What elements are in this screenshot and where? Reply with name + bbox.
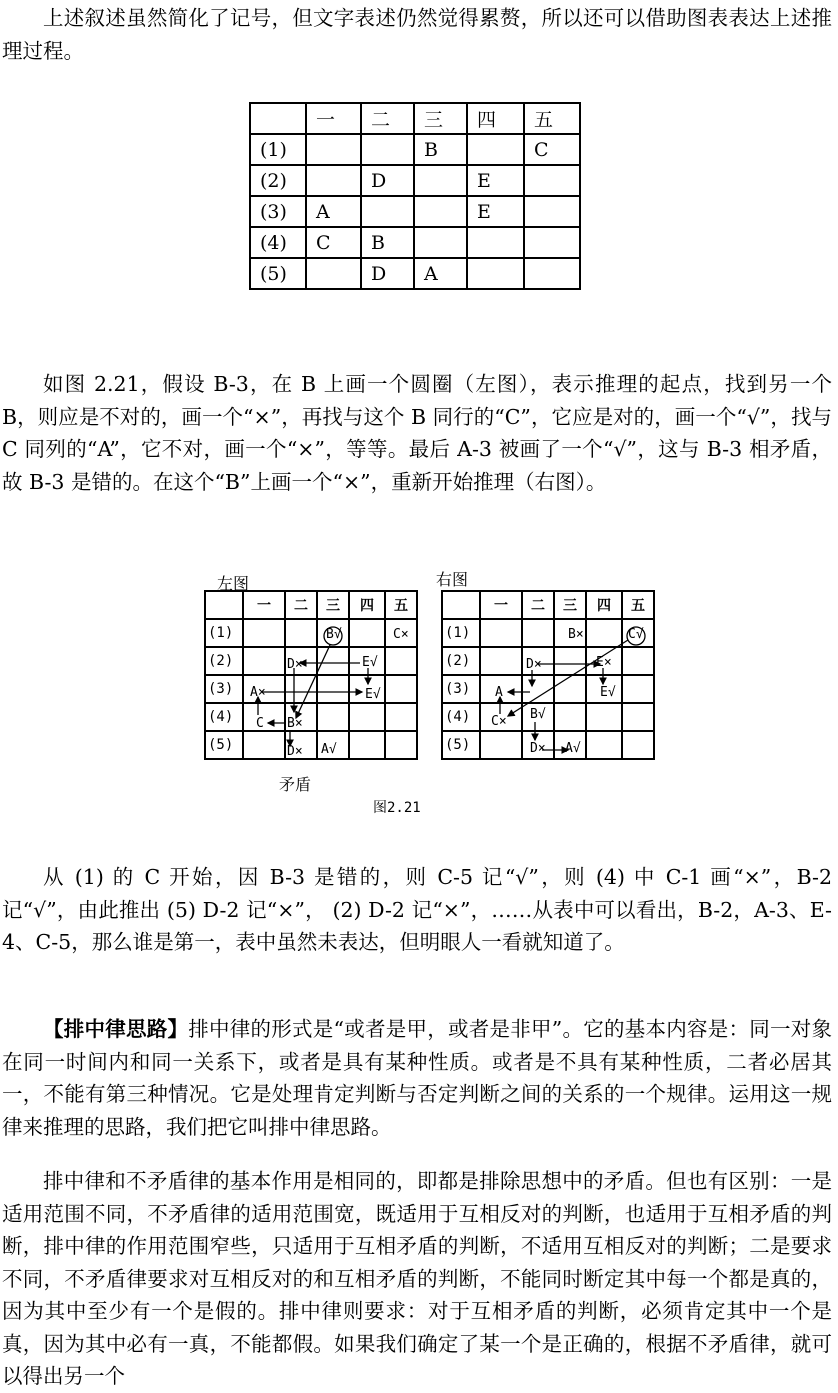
right-figure-title: 右图 [436,570,469,589]
left-mark-a-cross: A× [250,685,266,700]
table-cell: (2) [250,165,306,196]
left-mark-c: C [256,716,264,731]
right-mark-a: A [495,685,503,700]
left-mark-b-cross: B× [287,716,303,731]
right-grid-header-cell: 四 [586,591,622,619]
right-grid-cell: (4) [442,703,480,731]
table-cell: C [524,134,580,165]
right-mark-b-check: B√ [530,707,546,722]
table-cell: E [467,196,524,227]
left-mark-d-cross-2: D× [287,744,303,759]
left-mark-e-check-2: E√ [365,687,381,702]
left-figure-title: 左图 [217,574,250,593]
right-mark-c-cross: C× [491,714,507,729]
table-cell: (4) [250,227,306,258]
paragraph-excluded-middle [2,1013,832,1143]
table-cell: D [361,258,414,289]
left-grid-cell: (1) [205,619,243,647]
table-cell: A [414,258,467,289]
section-heading: 【排中律思路】 [43,1017,189,1041]
right-mark-e-check: E√ [600,685,616,700]
table-cell: D [361,165,414,196]
figure-caption: 图2.21 [373,800,421,816]
table-cell: (5) [250,258,306,289]
right-mark-b-cross: B× [568,627,584,642]
table-cell: E [467,165,524,196]
table-header-cell: 一 [306,103,361,134]
table-cell: C [306,227,361,258]
left-mark-b-circled: B√ [326,627,342,642]
left-grid-header-cell: 三 [317,591,349,619]
paragraph-analysis: 从 (1) 的 C 开始，因 B-3 是错的，则 C-5 记“√”，则 (4) 中 C-1 画“×”，B-2 记“√”，由此推出 (5) D-2 记“×”， (2) D-2 记“×”，……从表中可以看出，B-2，A-3、E-4、C-5，那么谁是第一，表中虽然未表达，但明眼人一看就知道了。 [2,865,832,954]
right-mark-e-cross: E× [596,655,612,670]
left-start-circle [324,627,342,645]
right-grid-header-cell: 一 [480,591,522,619]
right-grid-header-cell: 三 [554,591,586,619]
left-grid-header-cell: 一 [243,591,285,619]
right-grid-header-cell: 五 [622,591,654,619]
table-cell: (1) [250,134,306,165]
right-grid-cell: (5) [442,731,480,759]
left-grid-header-cell: 五 [385,591,417,619]
right-grid-cell: (2) [442,647,480,675]
section-body: 排中律的形式是“或者是甲，或者是非甲”。它的基本内容是：同一对象在同一时间内和同一关系下，或者是具有某种性质。或者是不具有某种性质，二者必居其一，不能有第三种情况。它是处理肯定判断与否定判断之间的关系的一个规律。运用这一规律来推理的思路，我们把它叫排中律思路。 [2,1017,832,1139]
right-mark-a-check: A√ [565,741,581,756]
left-grid-header-cell: 四 [349,591,385,619]
table-header-cell: 三 [414,103,467,134]
right-mark-d-cross: D× [526,657,542,672]
table-header-cell: 五 [524,103,580,134]
paragraph-intro: 上述叙述虽然简化了记号，但文字表述仍然觉得累赘，所以还可以借助图表表达上述推理过程。 [2,6,832,63]
left-mark-e-check: E√ [362,655,378,670]
contradiction-label: 矛盾 [279,775,312,794]
left-grid-cell: (3) [205,675,243,703]
table-cell: A [306,196,361,227]
paragraph-figure-explanation: 如图 2.21，假设 B-3，在 B 上画一个圆圈（左图），表示推理的起点，找到另一个 B，则应是不对的，画一个“×”，再找与这个 B 同行的“C”，它应是对的，画一个“√”，找与 C 同列的“A”，它不对，画一个“×”，等等。最后 A-3 被画了一个“√”，这与 B-3 相矛盾，故 B-3 是错的。在这个“B”上画一个“×”，重新开始推理（右图）。 [2,372,832,494]
paragraph-comparison: 排中律和不矛盾律的基本作用是相同的，即都是排除思想中的矛盾。但也有区别：一是适用范围不同，不矛盾律的适用范围宽，既适用于互相反对的判断，也适用于互相矛盾的判断，排中律的作用范围窄些，只适用于互相矛盾的判断，不适用互相反对的判断；二是要求不同，不矛盾律要求对互相反对的和互相矛盾的判断，不能同时断定其中每一个都是真的，因为其中至少有一个是假的。排中律则要求：对于互相矛盾的判断，必须肯定其中一个是真，因为其中必有一真，不能都假。如果我们确定了某一个是正确的，根据不矛盾律，就可以得出另一个 [2,1169,832,1388]
right-grid-cell: (3) [442,675,480,703]
table-header-cell: 四 [467,103,524,134]
right-mark-d-cross-2: D× [530,741,546,756]
left-grid-cell: (5) [205,731,243,759]
right-mark-c-circled: C√ [628,627,644,642]
right-start-circle [627,627,645,645]
left-arrow-b-diag [296,645,330,718]
table-cell: B [414,134,467,165]
right-grid-cell: (1) [442,619,480,647]
left-grid-cell: (4) [205,703,243,731]
table-cell: B [361,227,414,258]
left-grid-cell: (2) [205,647,243,675]
table-header-cell: 二 [361,103,414,134]
right-arrow-c-diag [508,640,628,716]
left-mark-c-cross: C× [393,627,409,642]
left-mark-d-cross: D× [287,657,303,672]
right-grid-header-cell: 二 [522,591,554,619]
left-grid-header-cell: 二 [285,591,317,619]
left-mark-a-check: A√ [321,742,337,757]
table-cell: (3) [250,196,306,227]
